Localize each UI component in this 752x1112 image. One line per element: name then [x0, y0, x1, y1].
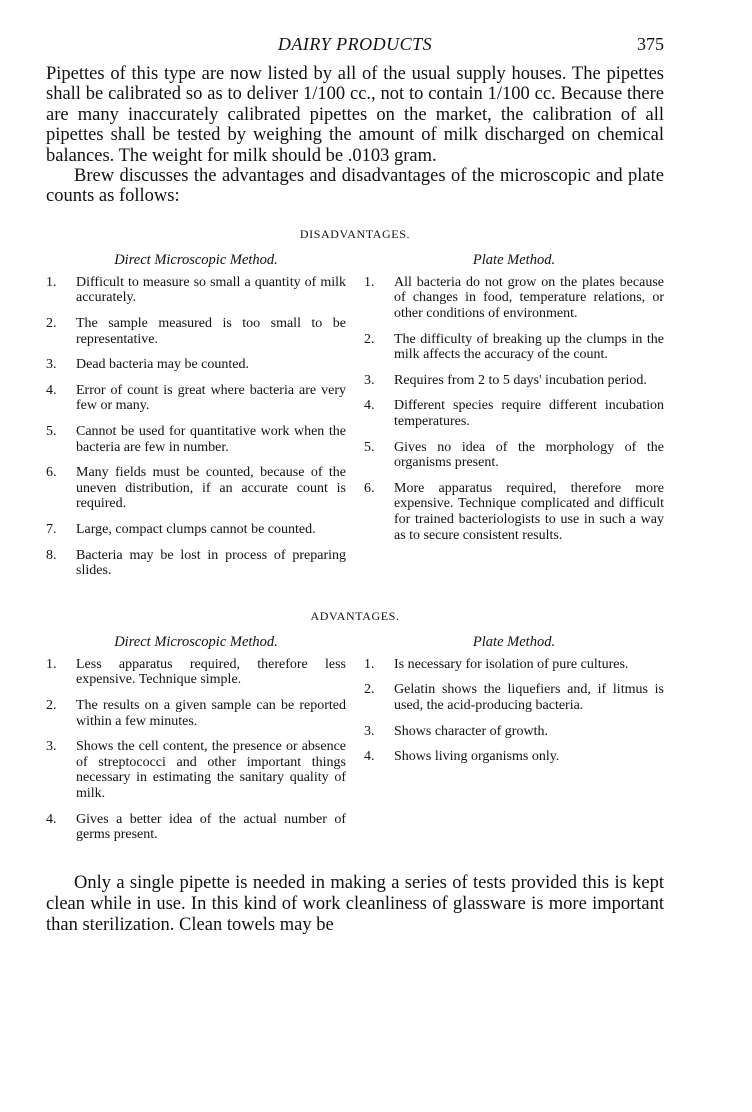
list-item	[46, 548, 346, 579]
list-item	[46, 316, 346, 347]
disadvantages-microscopic-column	[46, 252, 346, 589]
item-text: Large, compact clumps cannot be counted.	[76, 521, 316, 537]
item-text: Shows the cell content, the presence or absence of streptococci and other important things necessary in estimating the sanitary quality of milk.	[76, 739, 346, 801]
column-title: Direct Microscopic Method.	[114, 633, 278, 650]
page-number: 375	[637, 34, 664, 54]
intro-paragraph-1: Pipettes of this type are now listed by all of the usual supply houses. The pipettes shall be calibrated so as to deliver 1/100 cc., not to contain 1/100 cc. Because there are many inaccurately calibrated pipettes on the market, the calibration of all pipettes shall be tested by weighing the amount of milk discharged on chemical balances. The weight for milk should be .0103 gram.	[46, 64, 664, 166]
item-text: Shows character of growth.	[394, 723, 548, 739]
item-text: Gives no idea of the morphology of the organisms present.	[394, 439, 664, 471]
item-number: 4.	[364, 749, 375, 765]
item-number: 6.	[364, 480, 375, 496]
item-number: 1.	[46, 656, 57, 672]
item-number: 3.	[46, 357, 57, 373]
list-item	[364, 373, 664, 389]
list-item	[364, 398, 664, 429]
advantages-table	[46, 634, 664, 853]
list-item	[364, 749, 664, 765]
list-item	[46, 522, 346, 538]
intro-paragraph-2: Brew discusses the advantages and disadvantages of the microscopic and plate counts as follows:	[46, 166, 664, 207]
item-text: Is necessary for isolation of pure cultures.	[394, 656, 629, 672]
list-item	[46, 812, 346, 843]
list-item	[46, 424, 346, 455]
book-page	[46, 30, 664, 954]
running-title: DAIRY PRODUCTS	[277, 34, 433, 54]
item-text: Cannot be used for quantitative work when the bacteria are few in number.	[76, 424, 346, 455]
item-text: The results on a given sample can be reported within a few minutes.	[76, 697, 346, 729]
item-number: 2.	[46, 697, 57, 713]
item-number: 5.	[364, 439, 375, 455]
list-item	[46, 383, 346, 414]
item-number: 2.	[46, 316, 57, 332]
advantages-heading: ADVANTAGES.	[310, 608, 400, 623]
disadvantages-plate-column	[364, 252, 664, 589]
list-item	[364, 724, 664, 740]
list-item	[46, 698, 346, 729]
item-number: 8.	[46, 547, 57, 563]
list-item	[364, 657, 664, 673]
item-number: 2.	[364, 682, 375, 698]
column-title: Direct Microscopic Method.	[114, 251, 278, 268]
item-text: Gives a better idea of the actual number of germs present.	[76, 811, 346, 843]
item-text: Different species require different incubation temperatures.	[394, 398, 664, 429]
item-text: Difficult to measure so small a quantity of milk accurately.	[76, 274, 346, 306]
item-text: Dead bacteria may be counted.	[76, 357, 249, 373]
running-head	[46, 30, 664, 58]
item-number: 3.	[46, 739, 57, 755]
item-number: 4.	[364, 398, 375, 414]
item-text: Error of count is great where bacteria are very few or many.	[76, 382, 346, 414]
list-item	[46, 275, 346, 306]
item-text: The difficulty of breaking up the clumps in the milk affects the accuracy of the count.	[394, 331, 664, 363]
disadvantages-table	[46, 252, 664, 589]
column-title: Plate Method.	[472, 633, 556, 650]
item-text: Many fields must be counted, because of the uneven distribution, if an accurate count is required.	[76, 465, 346, 512]
column-title: Plate Method.	[472, 251, 556, 268]
item-text: Bacteria may be lost in process of preparing slides.	[76, 547, 346, 579]
list-item	[46, 739, 346, 801]
item-text: The sample measured is too small to be representative.	[76, 316, 346, 347]
list-item	[364, 332, 664, 363]
list-item	[46, 657, 346, 688]
item-number: 4.	[46, 382, 57, 398]
item-text: All bacteria do not grow on the plates because of changes in food, temperature relations, or other conditions of environment.	[394, 274, 664, 322]
list-item	[364, 481, 664, 543]
list-item	[364, 682, 664, 713]
list-item	[364, 440, 664, 471]
list-item	[364, 275, 664, 322]
item-text: Less apparatus required, therefore less expensive. Technique simple.	[76, 656, 346, 688]
item-text: Gelatin shows the liquefiers and, if litmus is used, the acid-producing bacteria.	[394, 682, 664, 713]
item-number: 2.	[364, 331, 375, 347]
item-number: 4.	[46, 811, 57, 827]
disadvantages-heading: DISADVANTAGES.	[299, 226, 411, 241]
item-number: 1.	[364, 656, 375, 672]
item-number: 5.	[46, 424, 57, 439]
item-text: Shows living organisms only.	[394, 749, 560, 765]
list-item	[46, 357, 346, 373]
advantages-plate-column	[364, 634, 664, 853]
item-text: More apparatus required, therefore more expensive. Technique complicated and difficult for trained bacteriologists to use in such a way as to secure consistent results.	[394, 480, 664, 543]
item-number: 3.	[364, 723, 375, 739]
item-number: 1.	[364, 274, 375, 290]
item-number: 1.	[46, 274, 57, 290]
advantages-microscopic-column	[46, 634, 346, 853]
list-item	[46, 465, 346, 512]
item-text: Requires from 2 to 5 days' incubation period.	[394, 372, 647, 388]
item-number: 3.	[364, 372, 375, 388]
closing-paragraph: Only a single pipette is needed in making a series of tests provided this is kept clean while in use. In this kind of work cleanliness of glassware is more important than sterilization. Clean towels may be	[46, 872, 664, 935]
item-number: 6.	[46, 465, 57, 481]
item-number: 7.	[46, 521, 57, 537]
